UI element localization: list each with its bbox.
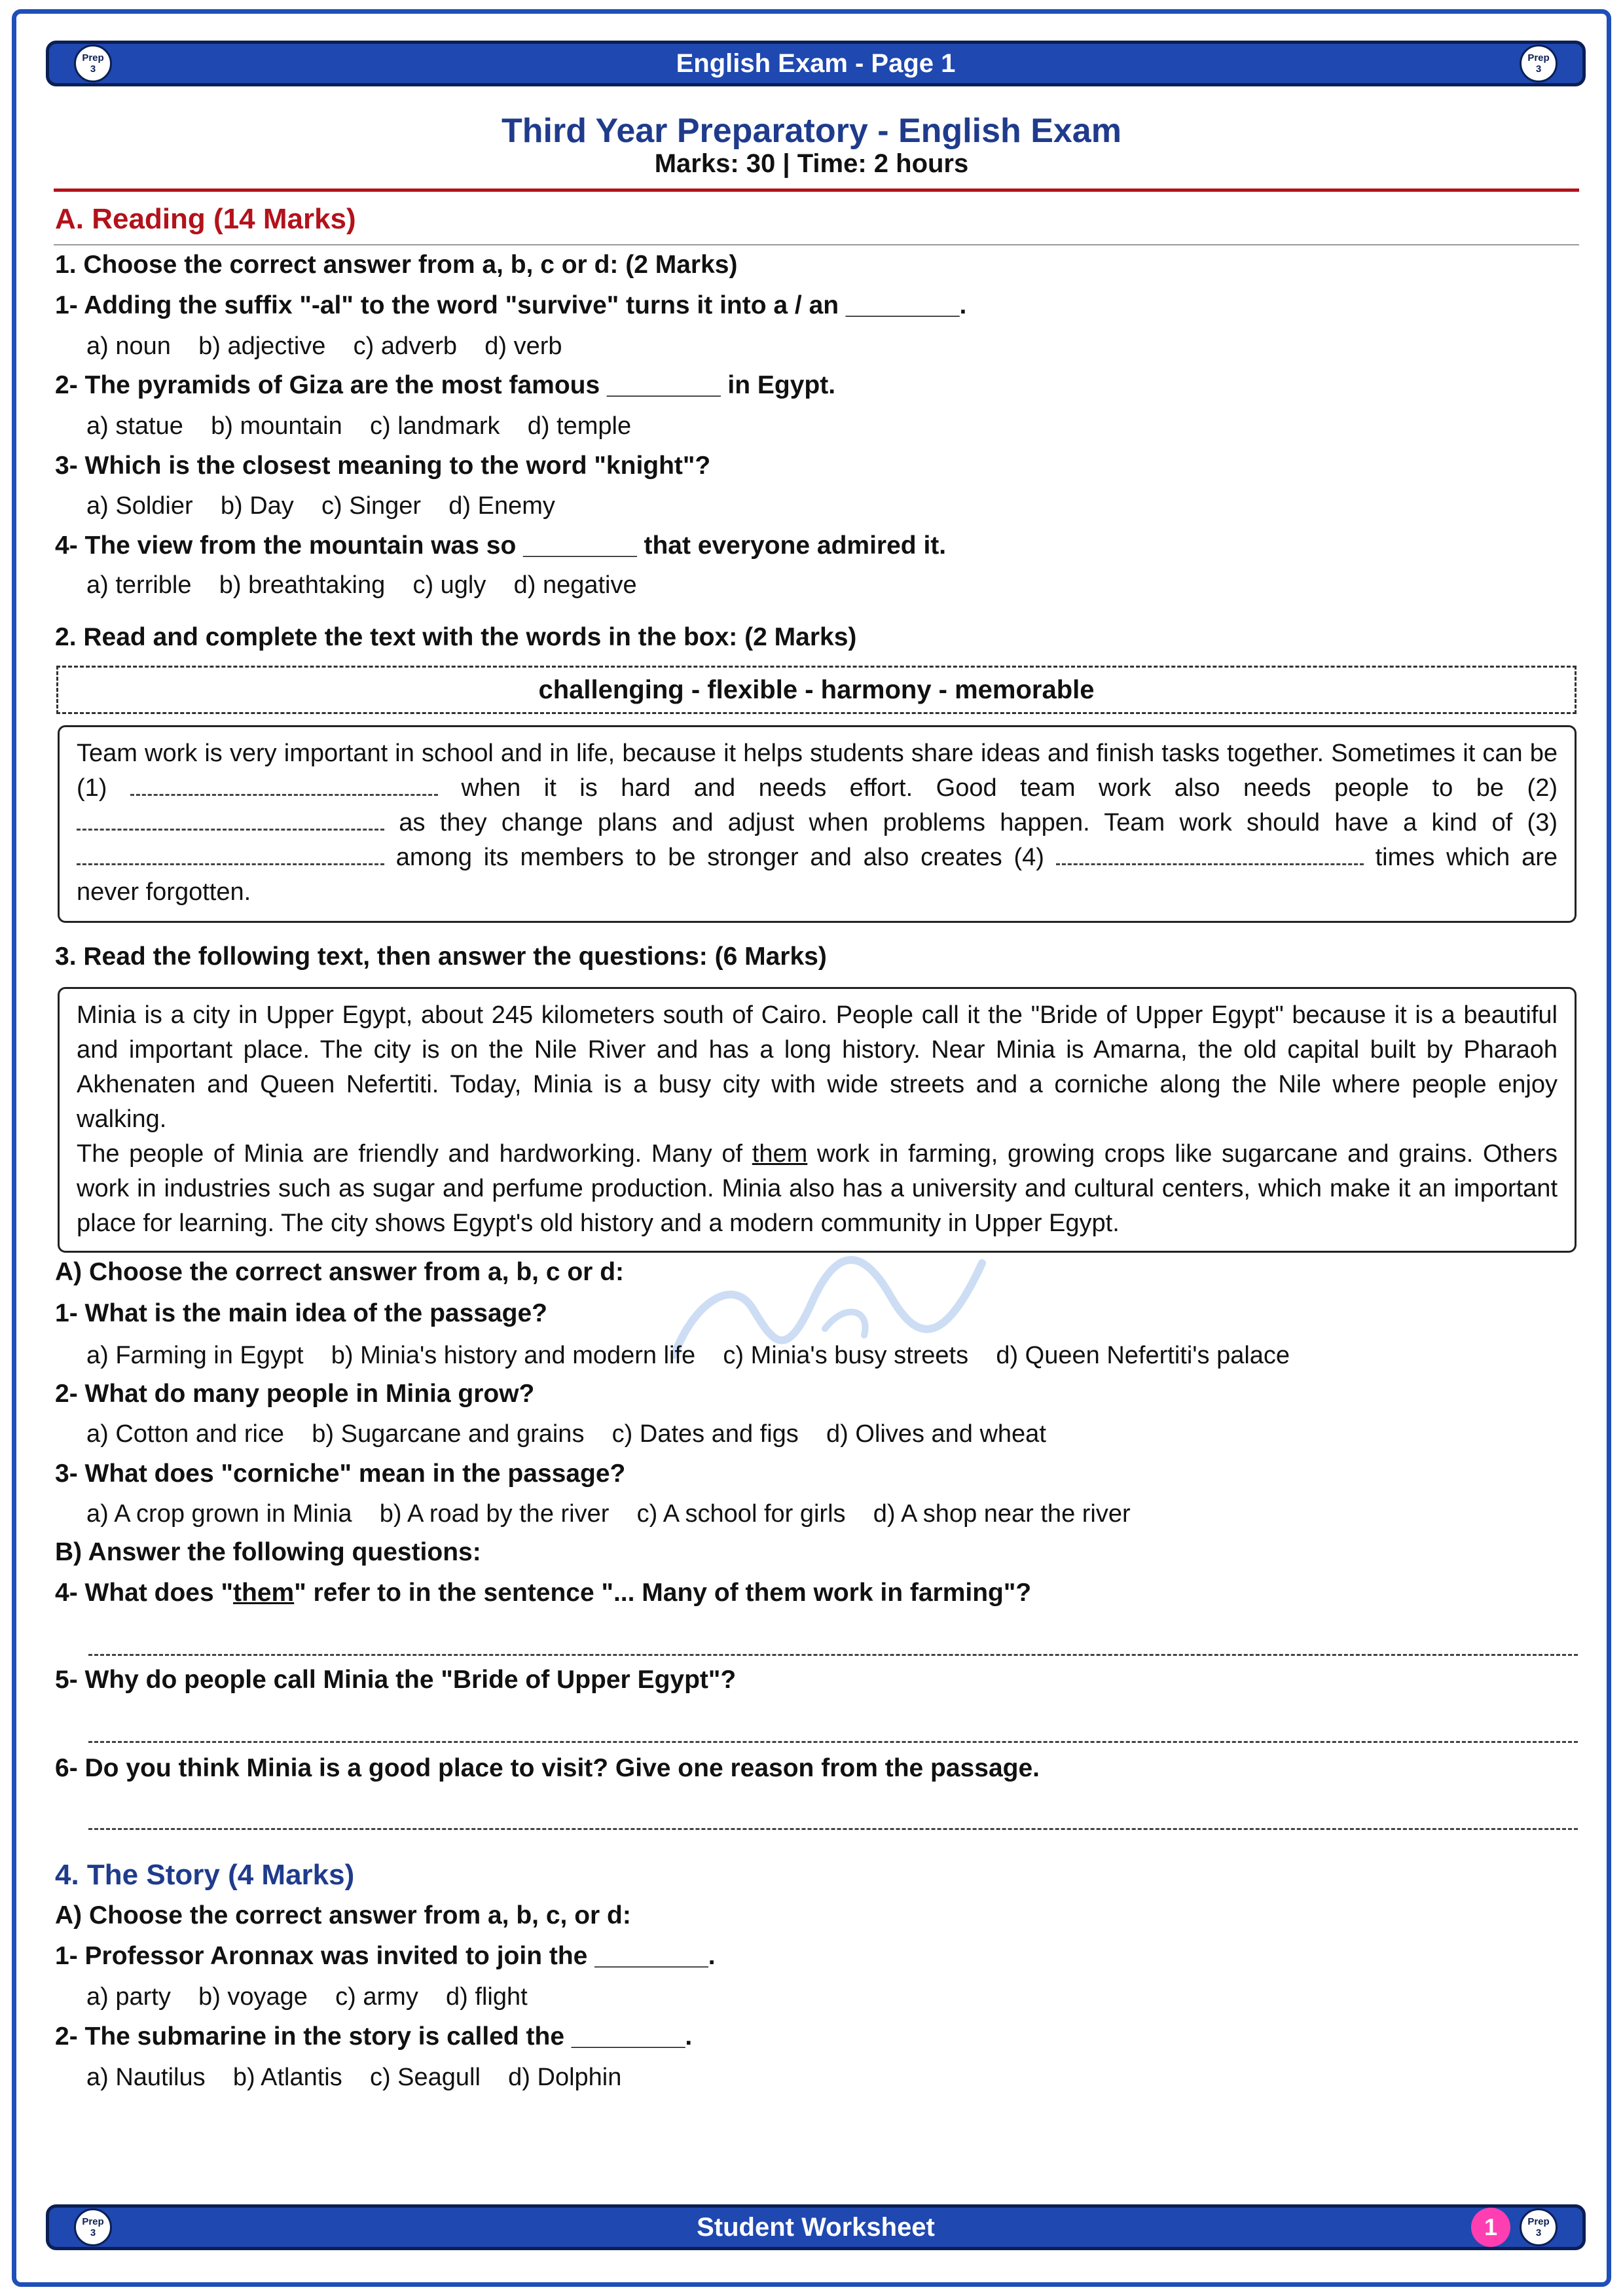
q1-item-4-options: a) terrible b) breathtaking c) ugly d) negative — [86, 571, 637, 599]
completion-text-box — [58, 725, 1577, 923]
story-item-1-options: a) party b) voyage c) army d) flight — [86, 1983, 528, 2011]
footer-bar — [46, 2204, 1586, 2250]
prep3-logo-left: Prep 3 — [74, 45, 112, 82]
q1-item-4: 4- The view from the mountain was so ________ that everyone admired it. — [55, 531, 947, 560]
q3-mcq-2-options: a) Cotton and rice b) Sugarcane and grains c) Dates and figs d) Olives and wheat — [86, 1420, 1046, 1448]
story-item-2: 2- The submarine in the story is called the ________. — [55, 2022, 693, 2051]
passage-underlined-them: them — [752, 1140, 808, 1168]
completion-text-part-3: as they change plans and adjust when problems happen. Team work should have a kind of (3) — [399, 809, 1558, 836]
prep3-logo-right: Prep 3 — [1520, 45, 1558, 82]
q1-item-2-options: a) statue b) mountain c) landmark d) temple — [86, 412, 632, 440]
answer-line-4[interactable] — [88, 1654, 1578, 1656]
completion-text-part-5: times which are never forgotten. — [77, 844, 1558, 906]
passage-p2-end: work in farming, growing crops like sugarcane and grains. Others work in industries such as sugar and perfume production. Minia also has a university and cultural centers, which make it an important place for learning. The city shows Egypt's old history and a modern community in Upper Egypt. — [77, 1140, 1558, 1237]
header-title: English Exam - Page 1 — [676, 48, 956, 78]
q3-mcq-3-options: a) A crop grown in Minia b) A road by the river c) A school for girls d) A shop near the river — [86, 1500, 1131, 1528]
blank-2[interactable] — [77, 810, 384, 831]
q1-item-2: 2- The pyramids of Giza are the most famous ________ in Egypt. — [55, 371, 836, 399]
q1-item-3-options: a) Soldier b) Day c) Singer d) Enemy — [86, 492, 555, 520]
completion-text-part-4: among its members to be stronger and also creates (4) — [395, 844, 1044, 871]
completion-text-part-1: Team work is very important in school and in life, because it helps students share ideas and finish tasks together. Sometimes it can be (1) — [77, 740, 1558, 802]
completion-text-part-2: when it is hard and needs effort. Good team work also needs people to be (2) — [461, 774, 1558, 802]
title-divider — [54, 188, 1579, 192]
q3-mcq-1: 1- What is the main idea of the passage? — [55, 1299, 547, 1327]
q3-instruction: 3. Read the following text, then answer the questions: (6 Marks) — [55, 942, 827, 971]
section-divider — [54, 244, 1579, 245]
q3-open-4 — [55, 1579, 1031, 1607]
q3-open-6: 6- Do you think Minia is a good place to visit? Give one reason from the passage. — [55, 1754, 1040, 1782]
q3-mcq-3: 3- What does "corniche" mean in the passage? — [55, 1460, 626, 1488]
q1-item-1: 1- Adding the suffix "-al" to the word "survive" turns it into a / an ________. — [55, 291, 967, 319]
story-item-1: 1- Professor Aronnax was invited to join the ________. — [55, 1942, 716, 1970]
q4-end: " refer to in the sentence "... Many of them work in farming"? — [294, 1579, 1032, 1607]
q3-part-a: A) Choose the correct answer from a, b, c or d: — [55, 1258, 625, 1286]
q2-instruction: 2. Read and complete the text with the words in the box: (2 Marks) — [55, 623, 857, 651]
header-bar — [46, 41, 1586, 86]
story-item-2-options: a) Nautilus b) Atlantis c) Seagull d) Dolphin — [86, 2064, 622, 2091]
q4-underlined-them: them — [233, 1579, 295, 1607]
word-box: challenging - flexible - harmony - memorable — [56, 666, 1577, 714]
q3-mcq-1-options: a) Farming in Egypt b) Minia's history and modern life c) Minia's busy streets d) Queen Nefertiti's palace — [86, 1342, 1290, 1369]
exam-subtitle: Marks: 30 | Time: 2 hours — [654, 149, 969, 178]
passage-p2-start: The people of Minia are friendly and hardworking. Many of — [77, 1140, 752, 1168]
story-part-a: A) Choose the correct answer from a, b, c, or d: — [55, 1901, 631, 1929]
section-reading-heading: A. Reading (14 Marks) — [55, 203, 356, 235]
q3-open-5: 5- Why do people call Minia the "Bride of Upper Egypt"? — [55, 1666, 737, 1694]
q1-instruction: 1. Choose the correct answer from a, b, c or d: (2 Marks) — [55, 251, 738, 279]
q1-item-1-options: a) noun b) adjective c) adverb d) verb — [86, 332, 562, 360]
blank-1[interactable] — [130, 776, 438, 796]
reading-passage-box — [58, 987, 1577, 1253]
q3-part-b: B) Answer the following questions: — [55, 1538, 481, 1566]
blank-4[interactable] — [1056, 845, 1364, 865]
answer-line-6[interactable] — [88, 1828, 1578, 1830]
q1-item-3: 3- Which is the closest meaning to the word "knight"? — [55, 452, 711, 480]
section-story-heading: 4. The Story (4 Marks) — [55, 1859, 355, 1891]
prep3-logo-footer-right: Prep 3 — [1520, 2208, 1558, 2246]
exam-title: Third Year Preparatory - English Exam — [501, 112, 1122, 150]
q3-mcq-2: 2- What do many people in Minia grow? — [55, 1380, 535, 1408]
passage-paragraph-1: Minia is a city in Upper Egypt, about 245 kilometers south of Cairo. People call it the "Bride of Upper Egypt" because it is a beautiful and important place. The city is on the Nile River and has a long history. Near Minia is Amarna, the old capital built by Pharaoh Akhenaten and Queen Nefertiti. Today, Minia is a busy city with wide streets and a corniche along the Nile where people enjoy walking. — [77, 1001, 1558, 1133]
answer-line-5[interactable] — [88, 1741, 1578, 1743]
page-number-badge: 1 — [1471, 2208, 1510, 2247]
prep3-logo-footer-left: Prep 3 — [74, 2208, 112, 2246]
blank-3[interactable] — [77, 845, 384, 865]
footer-title: Student Worksheet — [697, 2212, 935, 2242]
q4-start: 4- What does " — [55, 1579, 234, 1607]
